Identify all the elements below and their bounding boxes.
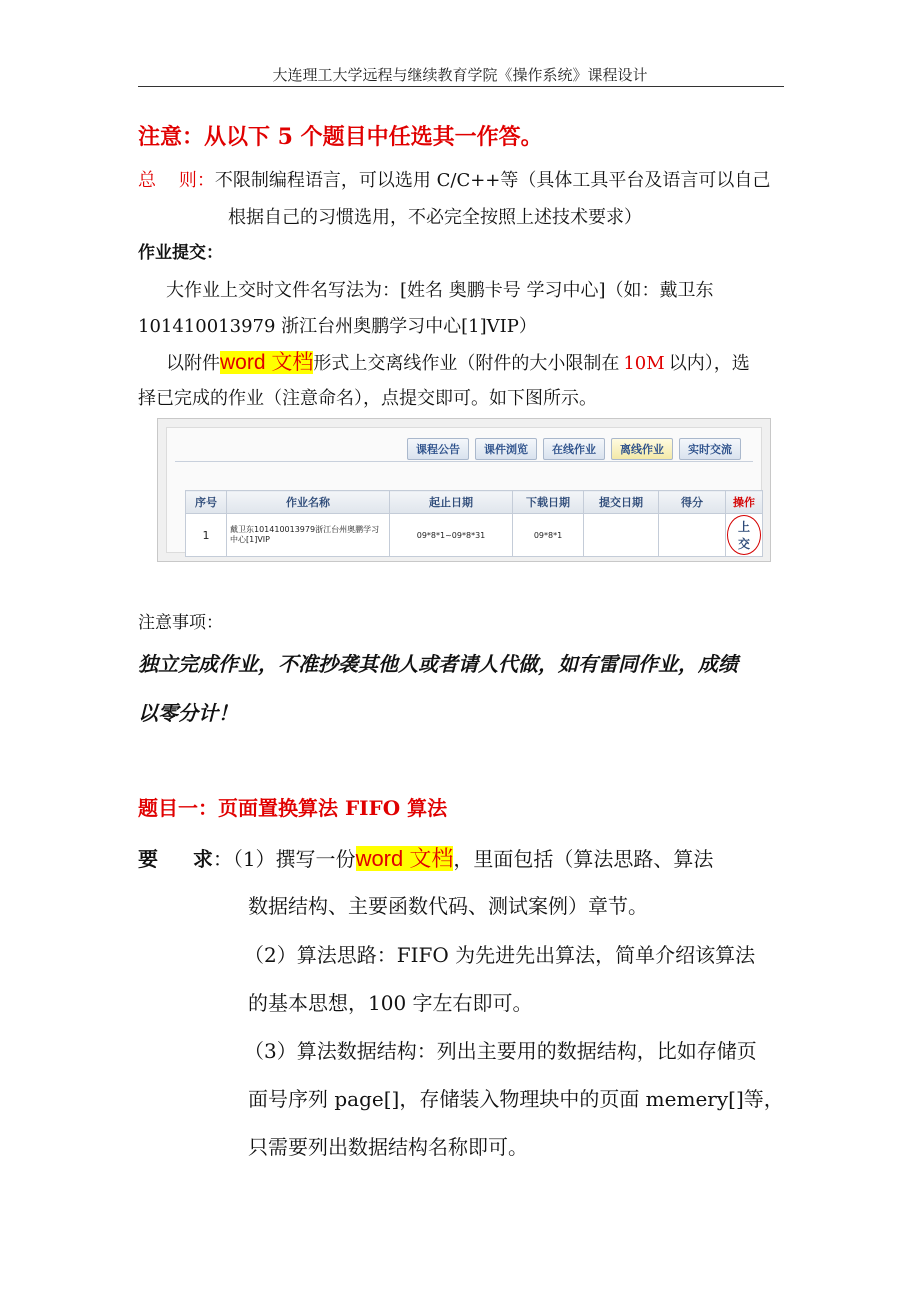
tab-course-notice[interactable]: 课程公告: [407, 438, 469, 460]
screenshot-panel: [166, 427, 762, 553]
row-submit-date: [584, 514, 659, 557]
topic1-req-line2: 数据结构、主要函数代码、测试案例）章节。: [248, 894, 648, 918]
submission-screenshot: [157, 418, 771, 562]
submission-line3: 以附件word 文档形式上交离线作业（附件的大小限制在 10M 以内），选: [166, 351, 750, 374]
col-submit-date: 提交日期: [584, 491, 659, 514]
row-action-cell: [726, 514, 763, 557]
submission-line1: 大作业上交时文件名写法为：[姓名 奥鹏卡号 学习中心]（如：戴卫东: [166, 280, 714, 301]
general-rules-line1: 总 则：不限制编程语言，可以选用 C/C++等（具体工具平台及语言可以自己: [138, 170, 771, 191]
general-rules-label: 总 则: [138, 170, 197, 191]
row-period: 09*8*1~09*8*31: [390, 514, 513, 557]
col-name: 作业名称: [227, 491, 390, 514]
topic1-req-line7: 只需要列出数据结构名称即可。: [248, 1135, 528, 1159]
row-download: 09*8*1: [513, 514, 584, 557]
tab-divider: [175, 461, 753, 462]
word-doc-highlight: word 文档: [220, 351, 314, 374]
row-score: [659, 514, 726, 557]
col-download: 下载日期: [513, 491, 584, 514]
tab-online-homework[interactable]: 在线作业: [543, 438, 605, 460]
submission-line4: 择已完成的作业（注意命名），点提交即可。如下图所示。: [138, 388, 597, 409]
topic1-req-line1: 要 求：（1）撰写一份word 文档，里面包括（算法思路、算法: [138, 846, 714, 871]
col-index: 序号: [186, 491, 227, 514]
row-name: 戴卫东101410013979浙江台州奥鹏学习 中心[1]VIP: [227, 514, 390, 557]
screenshot-tabs: [407, 438, 741, 460]
tab-courseware[interactable]: 课件浏览: [475, 438, 537, 460]
size-limit: 10M: [623, 353, 665, 374]
notes-line2: 以零分计！: [138, 701, 238, 725]
submission-heading: 作业提交：: [138, 243, 223, 263]
general-rules-text: 不限制编程语言，可以选用 C/C++等（具体工具平台及语言可以自己: [214, 170, 771, 191]
submission-line2: 101410013979 浙江台州奥鹏学习中心[1]VIP）: [138, 316, 537, 337]
tab-live-chat[interactable]: 实时交流: [679, 438, 741, 460]
col-action: 操作: [726, 491, 763, 514]
topic1-req-line6: 面号序列 page[]，存储装入物理块中的页面 memery[]等，: [248, 1087, 784, 1111]
row-index: 1: [186, 514, 227, 557]
header-divider: [138, 86, 784, 87]
topic1-req-line5: （3）算法数据结构：列出主要用的数据结构，比如存储页: [244, 1039, 757, 1063]
topic1-req-line4: 的基本思想，100 字左右即可。: [248, 991, 533, 1015]
notice-title: 注意：从以下 5 个题目中任选其一作答。: [138, 124, 543, 150]
submit-button[interactable]: 上交: [727, 515, 761, 555]
col-period: 起止日期: [390, 491, 513, 514]
table-header-row: [186, 491, 763, 514]
topic1-title: 题目一：页面置换算法 FIFO 算法: [138, 796, 448, 820]
requirements-label: 要 求: [138, 847, 213, 871]
page-header: 大连理工大学远程与继续教育学院《操作系统》课程设计: [272, 66, 648, 84]
homework-table: [185, 490, 763, 557]
word-doc-highlight-2: word 文档: [355, 846, 454, 871]
table-row: [186, 514, 763, 557]
col-score: 得分: [659, 491, 726, 514]
topic1-req-line3: （2）算法思路：FIFO 为先进先出算法，简单介绍该算法: [244, 943, 756, 967]
tab-offline-homework[interactable]: 离线作业: [611, 438, 673, 460]
notes-line1: 独立完成作业，不准抄袭其他人或者请人代做，如有雷同作业，成绩: [138, 652, 738, 676]
general-rules-line2: 根据自己的习惯选用，不必完全按照上述技术要求）: [228, 207, 642, 228]
notes-heading: 注意事项：: [138, 613, 223, 633]
